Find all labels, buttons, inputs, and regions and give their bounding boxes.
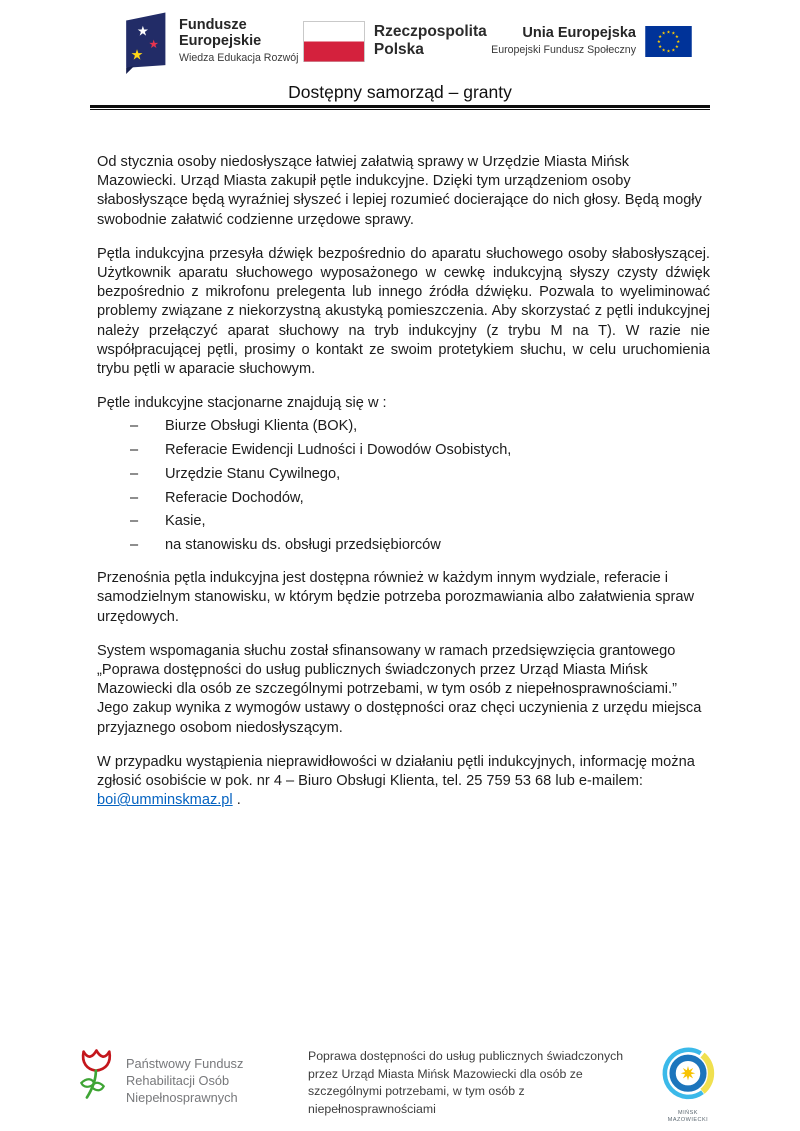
svg-text:★: ★ — [671, 47, 676, 53]
pl-title-line1: Rzeczpospolita — [373, 23, 487, 40]
svg-text:★: ★ — [666, 29, 671, 35]
list-item-label: Kasie, — [165, 513, 206, 530]
list-item — [97, 417, 710, 436]
svg-text:★: ★ — [674, 44, 679, 50]
paragraph-contact — [97, 753, 710, 811]
fundusze-europejskie-label — [179, 17, 299, 65]
contact-text-end: . — [232, 792, 241, 809]
minsk-caption — [656, 1110, 720, 1123]
dash-bullet: – — [130, 536, 139, 553]
svg-text:★: ★ — [656, 39, 661, 45]
svg-text:★: ★ — [658, 34, 663, 40]
svg-text:★: ★ — [148, 37, 159, 52]
svg-text:★: ★ — [130, 47, 144, 64]
fe-title-line2: Europejskie — [179, 33, 262, 49]
document-body — [97, 153, 710, 825]
rzeczpospolita-polska-logo — [303, 21, 487, 62]
fundusze-europejskie-logo — [118, 8, 299, 74]
unia-europejska-logo — [491, 25, 692, 57]
pl-title-line2: Polska — [373, 41, 424, 58]
induction-loop-locations-list — [97, 417, 710, 555]
fe-title-line1: Fundusze — [179, 17, 247, 33]
paragraph-grant-funding: System wspomagania słuchu został sfinansowany w ramach przedsięwzięcia grantowego „Poprawa dostępności do usług publicznych świadczonych przez Urząd Miasta Mińsk Mazowiecki dla osób ze szczególnymi potrzebami, w tym osób z niepełnosprawnościami.” Jego zakup wynika z wymogów ustawy o dostępności oraz chęci uczynienia z urzędu miejsca przyjaznego osobom niedosłyszącym. — [97, 642, 702, 736]
list-item — [97, 512, 710, 531]
eu-flag-icon — [645, 26, 692, 57]
svg-text:★: ★ — [136, 24, 149, 40]
dash-bullet: – — [130, 513, 139, 530]
paragraph-loop-description: Pętla indukcyjna przesyła dźwięk bezpośrednio do aparatu słuchowego osoby słabosłyszącej. Użytkownik aparatu słuchowego wyposażonego w cewkę indukcyjną słyszy czysty dźwięk bezpośrednio z mikrofonu prelegenta lub innego źródła dźwięku. Pozwala to wyeliminować problemy związane z niekorzystną akustyką pomieszczenia. Aby skorzystać z pętli indukcyjnej należy przełączyć aparat słuchowy na tryb indukcyjny (z trybu M na T). W razie nie współpracującej pętli, prosimy o kontakt ze swoim protetykiem słuchu, w celu uruchomienia trybu pętli w aparacie słuchowym. — [97, 245, 710, 378]
funding-logos-header — [118, 8, 692, 74]
fundusze-europejskie-flag-icon — [118, 8, 170, 74]
list-item — [97, 536, 710, 555]
svg-text:★: ★ — [661, 47, 666, 53]
svg-text:★: ★ — [661, 31, 666, 37]
paragraph-portable-loop: Przenośnia pętla indukcyjna jest dostępna również w każdym innym wydziale, referacie i samodzielnym stanowisku, w którym będzie potrzeba porozmawiania albo załatwienia spraw urzędowych. — [97, 570, 694, 625]
minsk-mazowiecki-emblem-icon — [659, 1046, 717, 1104]
contact-text: W przypadku wystąpienia nieprawidłowości w działaniu pętli indukcyjnych, informację można zgłosić osobiście w pok. nr 4 – Biuro Obsługi Klienta, tel. 25 759 53 68 lub e-mailem: — [97, 753, 695, 789]
svg-text:★: ★ — [671, 31, 676, 37]
svg-text:★: ★ — [666, 49, 671, 55]
project-note: Poprawa dostępności do usług publicznych świadczonych przez Urząd Miasta Mińsk Mazowiecki dla osób ze szczególnymi potrzebami, w tym osób z niepełnosprawnościami — [308, 1049, 624, 1116]
list-item — [97, 489, 710, 508]
list-item — [97, 465, 710, 484]
list-item-label: Biurze Obsługi Klienta (BOK), — [165, 418, 358, 435]
list-intro: Pętle indukcyjne stacjonarne znajdują się w : — [97, 395, 387, 412]
pfron-line1: Państwowy Fundusz — [126, 1056, 244, 1071]
pfron-label — [126, 1055, 243, 1106]
poland-label — [374, 23, 487, 59]
dash-bullet: – — [130, 442, 139, 459]
fe-subtitle: Wiedza Edukacja Rozwój — [179, 52, 299, 64]
list-item — [97, 441, 710, 460]
minsk-mazowiecki-logo — [656, 1046, 720, 1123]
paragraph-intro: Od stycznia osoby niedosłyszące łatwiej załatwią sprawy w Urzędzie Miasta Mińsk Mazowiecki. Urząd Miasta zakupił pętle indukcyjne. Dzięki tym urządzeniom osoby słabosłyszące będą wyraźniej słyszeć i lepiej rozumieć docierające do nich głosy. Będą mogły swobodnie załatwić codzienne urzędowe sprawy. — [97, 154, 702, 228]
dash-bullet: – — [130, 489, 139, 506]
poland-flag-icon — [303, 21, 365, 62]
eu-label — [491, 25, 636, 57]
title-divider — [90, 105, 710, 110]
pfron-tulip-icon — [78, 1046, 116, 1102]
email-link[interactable]: boi@umminskmaz.pl — [97, 792, 233, 809]
page-title: Dostępny samorząd – granty — [288, 82, 512, 102]
footer — [78, 1046, 720, 1123]
eu-subtitle: Europejski Fundusz Społeczny — [491, 44, 636, 56]
minsk-caption-line2: MAZOWIECKI — [667, 1116, 709, 1123]
pfron-line3: Niepełnosprawnych — [126, 1090, 238, 1105]
minsk-caption-line1: MIŃSK — [678, 1110, 698, 1116]
list-item-label: Referacie Dochodów, — [165, 489, 304, 506]
eu-title: Unia Europejska — [522, 25, 636, 41]
pfron-line2: Rehabilitacji Osób — [126, 1073, 230, 1088]
svg-text:★: ★ — [658, 44, 663, 50]
list-item-label: Referacie Ewidencji Ludności i Dowodów Osobistych, — [165, 442, 512, 459]
list-item-label: Urzędzie Stanu Cywilnego, — [165, 465, 341, 482]
list-item-label: na stanowisku ds. obsługi przedsiębiorców — [165, 536, 441, 553]
dash-bullet: – — [130, 465, 139, 482]
dash-bullet: – — [130, 418, 139, 435]
pfron-logo — [78, 1046, 296, 1106]
svg-text:★: ★ — [676, 39, 681, 45]
svg-text:★: ★ — [674, 34, 679, 40]
